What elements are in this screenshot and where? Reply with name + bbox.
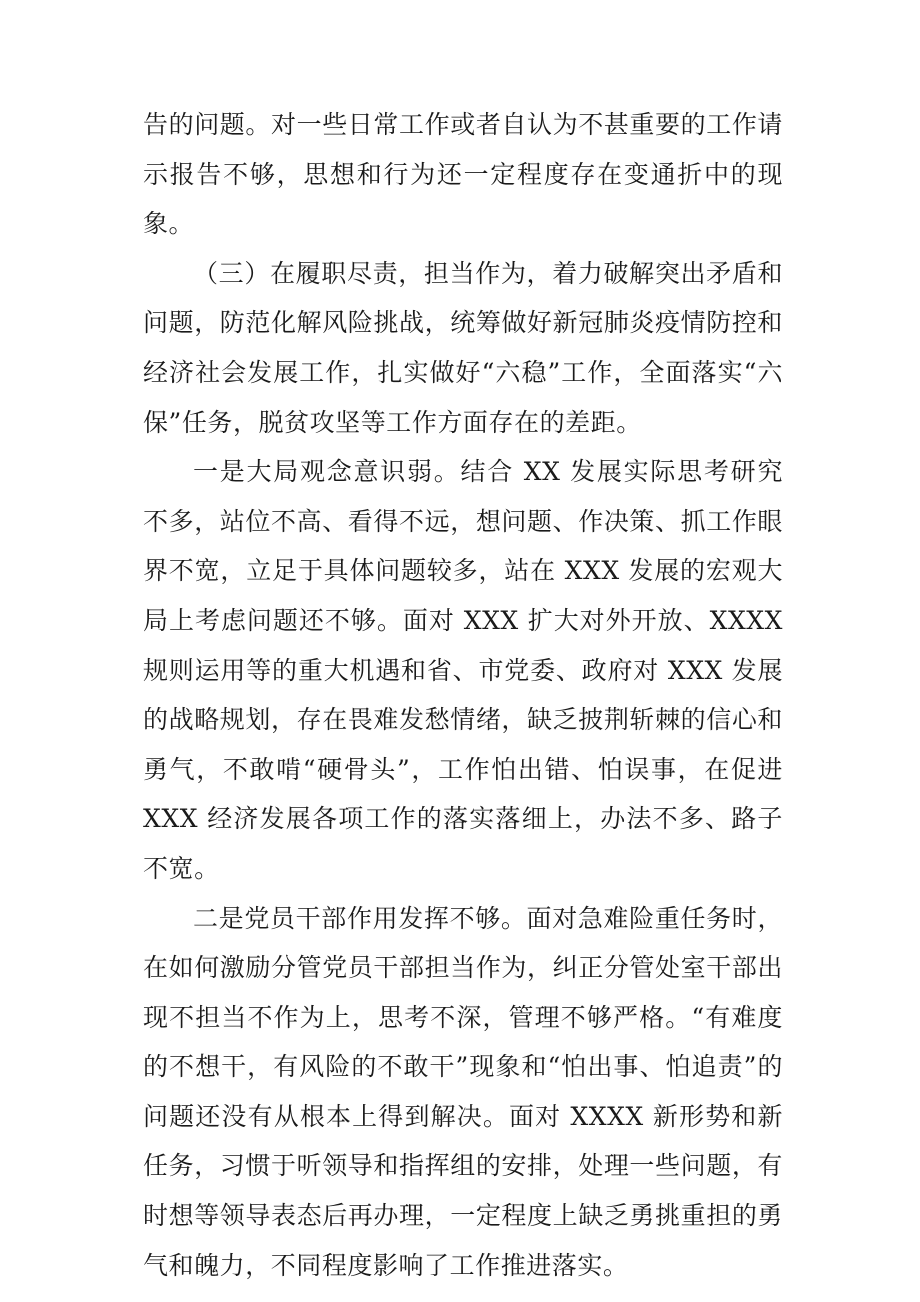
paragraph-section-three-heading: （三）在履职尽责，担当作为，着力破解突出矛盾和问题，防范化解风险挑战，统筹做好新冠肺炎疫情防控和经济社会发展工作，扎实做好“六稳”工作，全面落实“六保”任务，脱贫攻坚等工作方面存在的差距。: [143, 258, 783, 437]
document-body: [143, 100, 783, 1290]
paragraph-continuation: 告的问题。对一些日常工作或者自认为不甚重要的工作请示报告不够，思想和行为还一定程度存在变通折中的现象。: [143, 110, 783, 239]
paragraph-point-two: 二是党员干部作用发挥不够。面对急难险重任务时，在如何激励分管党员干部担当作为，纠正分管处室干部出现不担当不作为上，思考不深，管理不够严格。“有难度的不想干，有风险的不敢干”现象和“怕出事、怕追责”的问题还没有从根本上得到解决。面对 XXXX 新形势和新任务，习惯于听领导和指挥组的安排，处理一些问题，有时想等领导表态后再办理，一定程度上缺乏勇挑重担的勇气和魄力，不同程度影响了工作推进落实。: [143, 903, 783, 1280]
paragraph-point-one: 一是大局观念意识弱。结合 XX 发展实际思考研究不多，站位不高、看得不远，想问题、作决策、抓工作眼界不宽，立足于具体问题较多，站在 XXX 发展的宏观大局上考虑问题还不够。面对 XXX 扩大对外开放、XXXX 规则运用等的重大机遇和省、市党委、政府对 XXX 发展的战略规划，存在畏难发愁情绪，缺乏披荆斩棘的信心和勇气，不敢啃“硬骨头”，工作怕出错、怕误事，在促进 XXX 经济发展各项工作的落实落细上，办法不多、路子不宽。: [143, 457, 783, 883]
